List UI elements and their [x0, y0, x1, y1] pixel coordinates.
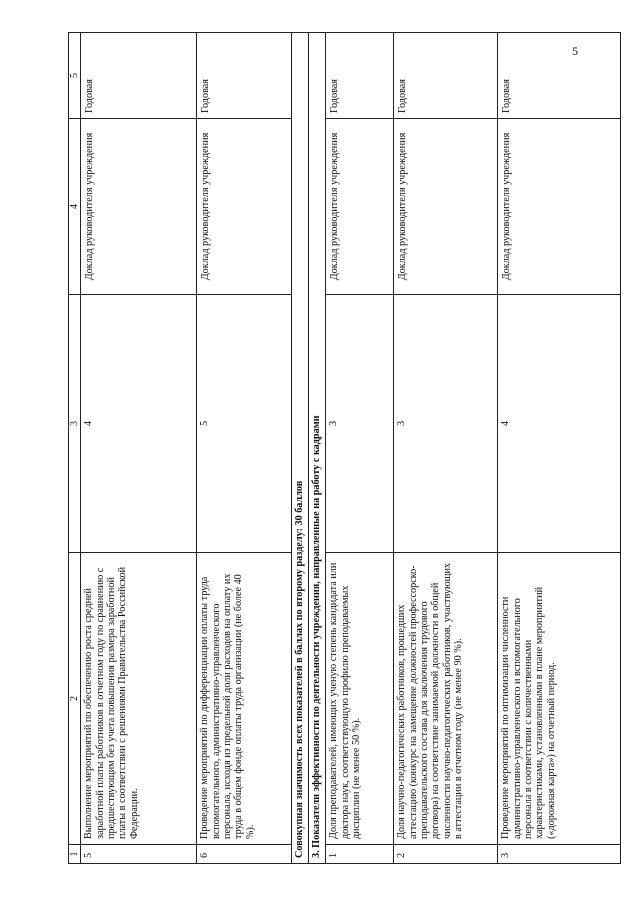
rotated-table-container — [68, 33, 621, 864]
indicator-text: Выполнение мероприятий по обеспечению роста средней заработной платы работников в отчетном году по сравнению с предшествующим без учета повышения размера заработной платы в соответствии с решениями Правительства Российской Федерации. — [81, 553, 197, 845]
indicators-table — [68, 32, 621, 864]
indicator-points: 3 — [326, 295, 394, 553]
header-col-1: 1 — [69, 845, 81, 864]
reporting-period: Годовая — [81, 33, 197, 119]
row-number: 5 — [81, 845, 197, 864]
reporting-period: Годовая — [498, 33, 621, 119]
section-title-row — [309, 33, 326, 864]
page-number: 5 — [572, 44, 578, 58]
table-row — [498, 33, 621, 864]
table-row — [81, 33, 197, 864]
indicator-points: 5 — [197, 295, 292, 553]
indicator-text: Проведение мероприятий по оптимизации численности административно-управленческого и вспомогательного персонала в соответствии с количественными характеристиками, установленными в плане мероприятий («дорожная карта») на отчетный период. — [498, 553, 621, 845]
indicator-text: Проведение мероприятий по дифференциации оплаты труда вспомогательного, административно-управленческого персонала, исходя из предельной доли расходов на оплату их труда в общем фонде оплаты труда организации (не более 40 %). — [197, 553, 292, 845]
reporting-period: Годовая — [197, 33, 292, 119]
indicator-points: 4 — [81, 295, 197, 553]
section-total-row — [292, 33, 309, 864]
section-total-label: Совокупная значимость всех показателей в баллах по второму разделу: 30 баллов — [292, 33, 309, 864]
column-number-header-row — [69, 33, 81, 864]
reporting-period: Годовая — [394, 33, 498, 119]
report-form: Доклад руководителя учреждения — [81, 119, 197, 295]
header-col-3: 3 — [69, 295, 81, 553]
table-row — [197, 33, 292, 864]
header-col-2: 2 — [69, 553, 81, 845]
section-title: 3. Показатели эффективности по деятельности учреждения, направленные на работу с кадрами — [309, 33, 326, 864]
report-form: Доклад руководителя учреждения — [326, 119, 394, 295]
indicator-text: Доля научно-педагогических работников, прошедших аттестацию (конкурс на замещение должностей профессорско-преподавательского состава для заключения трудового договора) на соответствие занимаемой должности в общей численности научно-педагогических работников, участвующих в аттестации в отчетном году (не менее 90 %). — [394, 553, 498, 845]
header-col-5: 5 — [69, 33, 81, 119]
report-form: Доклад руководителя учреждения — [197, 119, 292, 295]
indicator-points: 4 — [498, 295, 621, 553]
indicator-text: Доля преподавателей, имеющих ученую степень кандидата или доктора наук, соответствующую профилю преподаваемых дисциплин (не менее 50 %). — [326, 553, 394, 845]
report-form: Доклад руководителя учреждения — [394, 119, 498, 295]
table-row — [394, 33, 498, 864]
row-number: 6 — [197, 845, 292, 864]
report-form: Доклад руководителя учреждения — [498, 119, 621, 295]
row-number: 1 — [326, 845, 394, 864]
table-row — [326, 33, 394, 864]
header-col-4: 4 — [69, 119, 81, 295]
row-number: 3 — [498, 845, 621, 864]
reporting-period: Годовая — [326, 33, 394, 119]
row-number: 2 — [394, 845, 498, 864]
indicator-points: 3 — [394, 295, 498, 553]
